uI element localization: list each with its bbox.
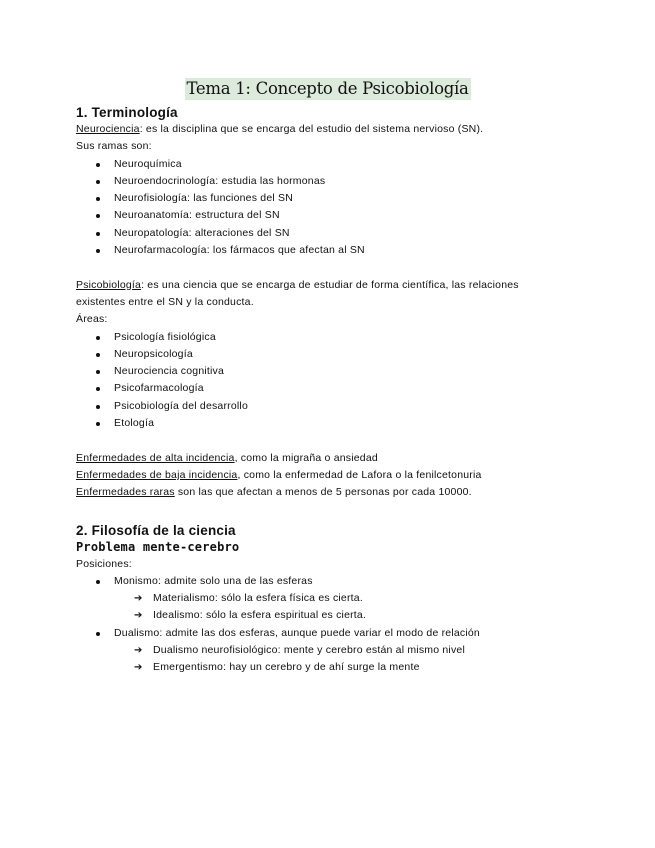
sublist-text: Materialismo: sólo la esfera física es cierta. — [153, 592, 363, 605]
areas-intro: Áreas: — [76, 313, 108, 326]
list-item: Etología — [76, 415, 596, 432]
arrow-right-icon: ➔ — [134, 662, 143, 674]
list-item: Neuropsicología — [76, 346, 596, 363]
areas-list — [76, 329, 596, 433]
psicobiologia-definition — [76, 277, 596, 294]
list-item: Psicofarmacología — [76, 380, 596, 397]
list-item-dualismo — [76, 625, 596, 642]
psicobiologia-text-1: : es una ciencia que se encarga de estudiar de forma científica, las relaciones — [141, 278, 519, 291]
branches-list — [76, 156, 596, 260]
psicobiologia-text-2: existentes entre el SN y la conducta. — [76, 295, 254, 308]
list-item: Neurofarmacología: los fármacos que afectan al SN — [76, 242, 596, 259]
monismo-text: Monismo: admite solo una de las esferas — [114, 574, 313, 587]
sublist-text: Dualismo neurofisiológico: mente y cerebro están al mismo nivel — [153, 644, 465, 657]
list-item: Neuroendocrinología: estudia las hormonas — [76, 173, 596, 190]
disease-term: Enfermedades de baja incidencia — [76, 468, 238, 481]
disease-line-alta — [76, 450, 596, 467]
arrow-right-icon: ➔ — [134, 593, 143, 605]
positions-intro: Posiciones: — [76, 557, 132, 570]
dualismo-text: Dualismo: admite las dos esferas, aunque puede variar el modo de relación — [114, 626, 480, 639]
list-item — [76, 642, 596, 659]
sublist-text: Idealismo: sólo la esfera espiritual es cierta. — [153, 609, 367, 622]
disease-term: Enfermedades de alta incidencia — [76, 451, 235, 464]
disease-text: , como la enfermedad de Lafora o la fenilcetonuria — [237, 468, 482, 481]
disease-term: Enfermedades raras — [76, 486, 175, 499]
list-item: Neuroanatomía: estructura del SN — [76, 207, 596, 224]
document-title: Tema 1: Concepto de Psicobiología — [186, 79, 469, 98]
list-item — [76, 659, 596, 676]
disease-line-baja — [76, 467, 596, 484]
monismo-sublist — [76, 590, 596, 625]
list-item: Neuropatología: alteraciones del SN — [76, 225, 596, 242]
disease-text: , como la migraña o ansiedad — [234, 451, 378, 464]
list-item-monismo — [76, 573, 596, 590]
sublist-text: Emergentismo: hay un cerebro y de ahí surge la mente — [153, 661, 420, 674]
neurociencia-text: : es la disciplina que se encarga del estudio del sistema nervioso (SN). — [139, 123, 484, 135]
section-heading-filosofia: 2. Filosofía de la ciencia — [76, 522, 236, 538]
list-item: Neurociencia cognitiva — [76, 363, 596, 380]
list-item: Neurofisiología: las funciones del SN — [76, 190, 596, 207]
list-item: Psicología fisiológica — [76, 329, 596, 346]
document-body — [76, 104, 596, 677]
dualismo-sublist — [76, 642, 596, 677]
neurociencia-definition — [76, 121, 596, 138]
spacer — [76, 432, 596, 449]
arrow-right-icon: ➔ — [134, 645, 143, 657]
list-item: Psicobiología del desarrollo — [76, 398, 596, 415]
spacer — [76, 502, 596, 522]
title-container — [0, 78, 655, 100]
list-item — [76, 590, 596, 607]
subheading-mente-cerebro: Problema mente-cerebro — [76, 539, 240, 554]
disease-text: son las que afectan a menos de 5 personas por cada 10000. — [174, 486, 472, 499]
psicobiologia-term: Psicobiología — [76, 278, 142, 291]
section-heading-terminologia: 1. Terminología — [76, 105, 178, 120]
positions-list-2 — [76, 625, 596, 642]
arrow-right-icon: ➔ — [134, 610, 143, 622]
list-item — [76, 607, 596, 624]
list-item: Neuroquímica — [76, 156, 596, 173]
positions-list — [76, 573, 596, 590]
spacer — [76, 259, 596, 276]
branches-intro: Sus ramas son: — [76, 140, 152, 153]
disease-line-raras — [76, 484, 596, 501]
neurociencia-term: Neurociencia — [76, 123, 140, 135]
